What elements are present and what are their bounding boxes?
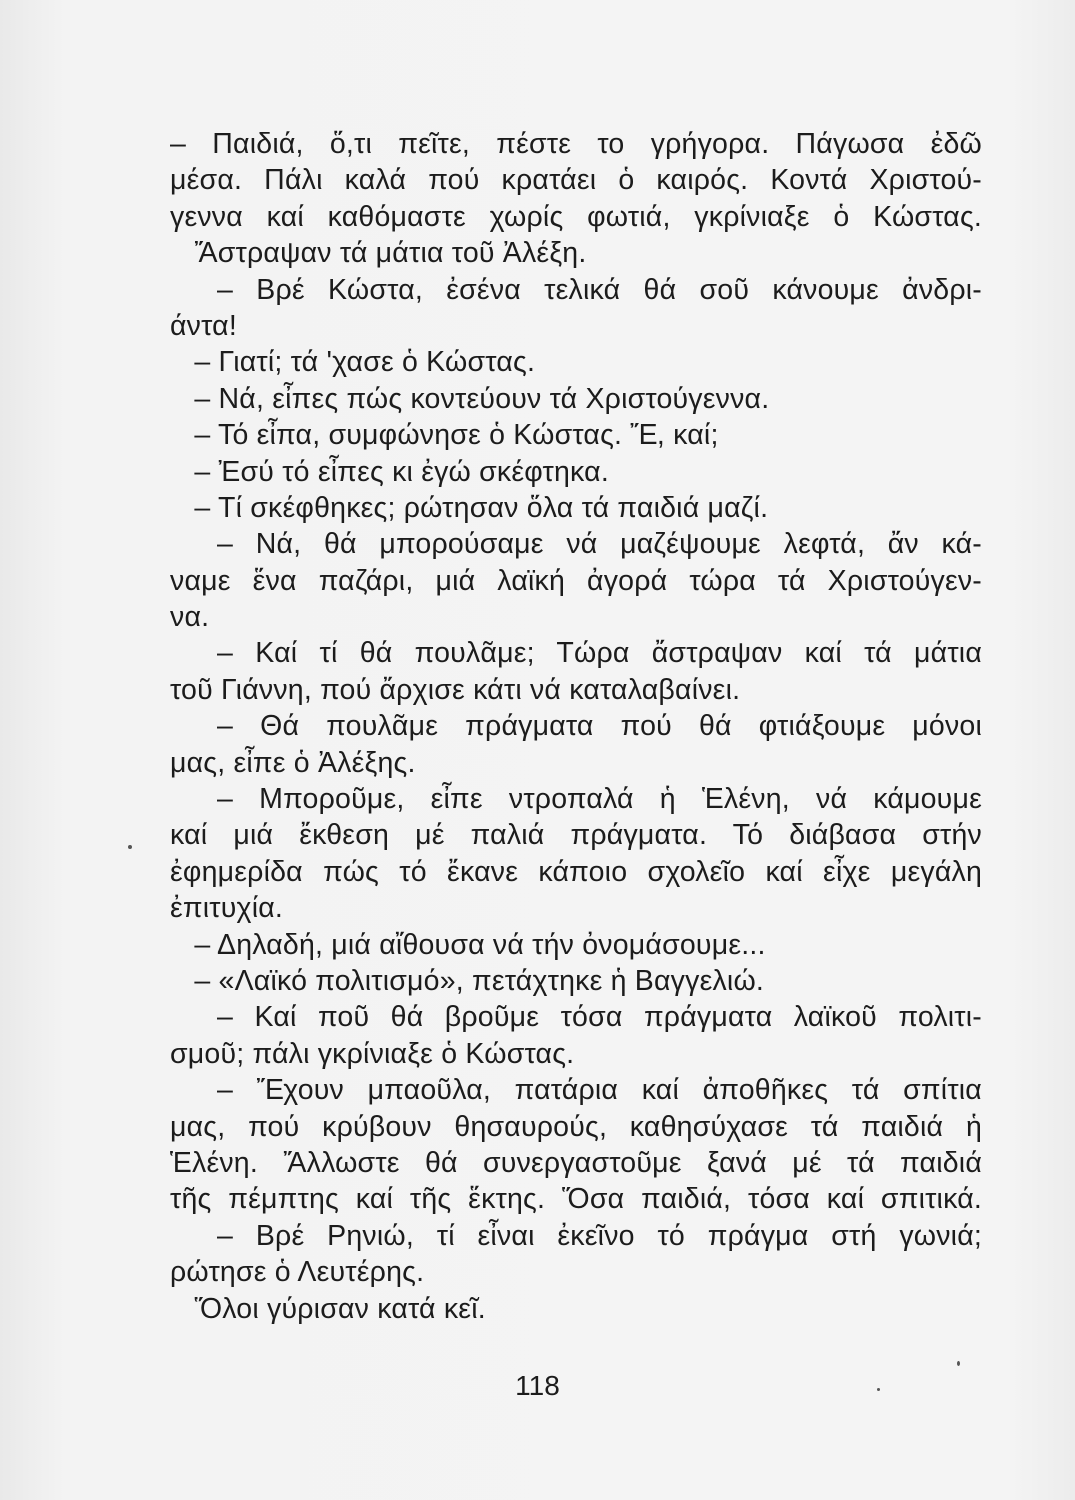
- text-line: μας, εἶπε ὁ Ἀλέξης.: [170, 746, 416, 779]
- text-line: – Τό εἶπα, συμφώνησε ὁ Κώστας. Ἔ, καί;: [170, 419, 719, 452]
- text-line: Ὅλοι γύρισαν κατά κεῖ.: [170, 1292, 486, 1325]
- text-line: – Τί σκέφθηκες; ρώτησαν ὅλα τά παιδιά μαζί.: [170, 491, 769, 524]
- text-line: – «Λαϊκό πολιτισμό», πετάχτηκε ἡ Βαγγελιώ.: [170, 964, 765, 997]
- text-line: – Νά, εἶπες πώς κοντεύουν τά Χριστούγεννα.: [170, 382, 770, 415]
- text-line: – Βρέ Ρηνιώ, τί εἶναι ἐκεῖνο τό πράγμα στή γωνιά;: [217, 1219, 982, 1252]
- text-line: – Θά πουλᾶμε πράγματα πού θά φτιάξουμε μόνοι: [217, 710, 982, 743]
- text-line: – Βρέ Κώστα, ἐσένα τελικά θά σοῦ κάνουμε ἀνδρι-: [217, 273, 982, 306]
- text-line: Ἄστραψαν τά μάτια τοῦ Ἀλέξη.: [170, 237, 587, 270]
- text-line: καί μιά ἔκθεση μέ παλιά πράγματα. Τό διάβασα στήν: [170, 819, 982, 852]
- page-number: 118: [515, 1370, 560, 1401]
- text-line: σμοῦ; πάλι γκρίνιαξε ὁ Κώστας.: [170, 1037, 575, 1070]
- text-line: – Καί τί θά πουλᾶμε; Τώρα ἄστραψαν καί τά μάτια: [217, 637, 982, 670]
- text-line: – Παιδιά, ὅ,τι πεῖτε, πέστε το γρήγορα. Πάγωσα ἐδῶ: [170, 128, 982, 160]
- text-line: – Ἐσύ τό εἶπες κι ἐγώ σκέφτηκα.: [170, 455, 609, 488]
- text-line: – Μποροῦμε, εἶπε ντροπαλά ἡ Ἑλένη, νά κάμουμε: [217, 783, 982, 816]
- text-line: γεννα καί καθόμαστε χωρίς φωτιά, γκρίνιαξε ὁ Κώστας.: [170, 200, 982, 233]
- text-line: ἐπιτυχία.: [170, 892, 284, 925]
- text-line: ναμε ἕνα παζάρι, μιά λαϊκή ἀγορά τώρα τά Χριστούγεν-: [170, 564, 982, 597]
- ink-speck: [877, 1388, 880, 1391]
- text-line: τῆς πέμπτης καί τῆς ἕκτης. Ὅσα παιδιά, τόσα καί σπιτικά.: [170, 1183, 982, 1216]
- text-line: μέσα. Πάλι καλά πού κρατάει ὁ καιρός. Κοντά Χριστού-: [170, 164, 982, 197]
- ink-speck: [957, 1361, 960, 1366]
- ink-speck: [128, 845, 132, 849]
- text-line: – Νά, θά μπορούσαμε νά μαζέψουμε λεφτά, ἄν κά-: [217, 528, 982, 561]
- text-line: τοῦ Γιάννη, πού ἄρχισε κάτι νά καταλαβαίνει.: [170, 673, 741, 706]
- text-line: – Δηλαδή, μιά αἴθουσα νά τήν ὀνομάσουμε...: [170, 928, 766, 961]
- text-line: – Γιατί; τά 'χασε ὁ Κώστας.: [170, 346, 536, 379]
- text-line: ρώτησε ὁ Λευτέρης.: [170, 1256, 425, 1289]
- text-line: μας, πού κρύβουν θησαυρούς, καθησύχασε τά παιδιά ἡ: [170, 1110, 982, 1143]
- text-line: Ἑλένη. Ἄλλωστε θά συνεργαστοῦμε ξανά μέ τά παιδιά: [170, 1146, 982, 1179]
- text-line: – Ἔχουν μπαοῦλα, πατάρια καί ἀποθῆκες τά σπίτια: [217, 1074, 982, 1107]
- body-text: [170, 126, 982, 1327]
- text-line: – Καί ποῦ θά βροῦμε τόσα πράγματα λαϊκοῦ πολιτι-: [217, 1001, 982, 1034]
- text-line: ἐφημερίδα πώς τό ἔκανε κάποιο σχολεῖο καί εἶχε μεγάλη: [170, 855, 982, 888]
- text-line: να.: [170, 601, 210, 634]
- text-line: άντα!: [170, 309, 237, 342]
